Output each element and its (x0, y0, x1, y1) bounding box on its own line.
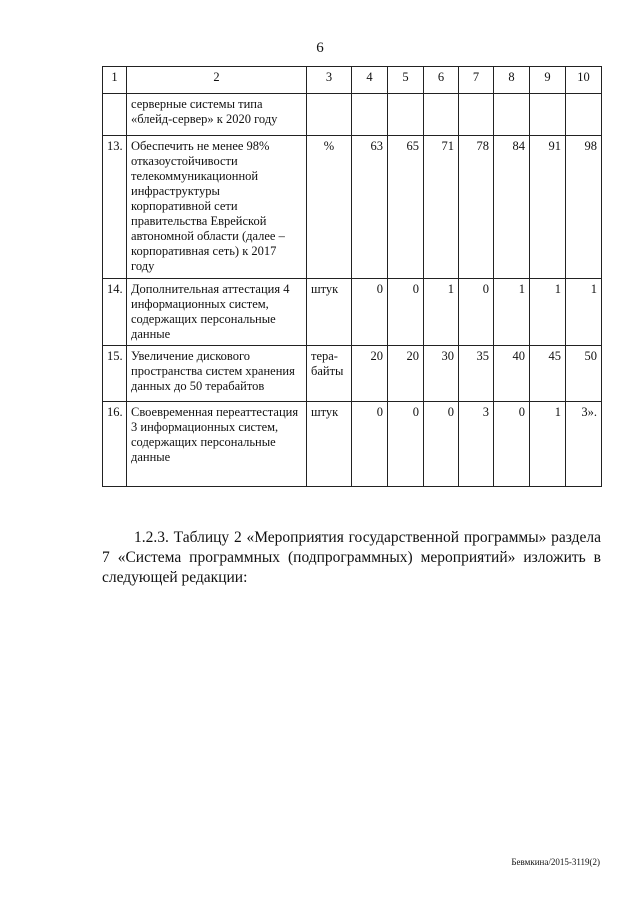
value-cell (424, 94, 459, 136)
value-cell: 0 (352, 279, 388, 346)
table-row (103, 279, 602, 346)
value-cell (459, 94, 494, 136)
header-cell: 4 (352, 67, 388, 94)
indicator-description: Своевременная переаттестация 3 информационных систем, содержащих персональные данные (127, 402, 307, 487)
value-cell: 71 (424, 136, 459, 279)
value-cell: 0 (388, 279, 424, 346)
value-cell (530, 94, 566, 136)
row-number: 14. (103, 279, 127, 346)
value-cell (494, 94, 530, 136)
value-cell: 1 (530, 279, 566, 346)
table-header-row (103, 67, 602, 94)
value-cell: 1 (566, 279, 602, 346)
indicator-description: Дополнительная аттестация 4 информационных систем, содержащих персональные данные (127, 279, 307, 346)
value-cell: 1 (494, 279, 530, 346)
unit-cell: % (307, 136, 352, 279)
header-cell: 9 (530, 67, 566, 94)
value-cell: 65 (388, 136, 424, 279)
header-cell: 2 (127, 67, 307, 94)
value-cell (566, 94, 602, 136)
header-cell: 7 (459, 67, 494, 94)
value-cell: 98 (566, 136, 602, 279)
header-cell: 1 (103, 67, 127, 94)
value-cell: 1 (530, 402, 566, 487)
value-cell: 20 (352, 346, 388, 402)
page-number: 6 (316, 40, 324, 56)
value-cell: 91 (530, 136, 566, 279)
value-cell: 35 (459, 346, 494, 402)
row-number: 13. (103, 136, 127, 279)
value-cell: 45 (530, 346, 566, 402)
indicators-table (102, 66, 602, 487)
body-paragraph: 1.2.3. Таблицу 2 «Мероприятия государственной программы» раздела 7 «Система программных (подпрограммных) мероприятий» изложить в следующей редакции: (102, 528, 601, 586)
value-cell: 1 (424, 279, 459, 346)
header-cell: 10 (566, 67, 602, 94)
unit-cell (307, 94, 352, 136)
value-cell: 63 (352, 136, 388, 279)
indicator-description: Обеспечить не менее 98% отказоустойчивости телекоммуникационной инфраструктуры корпоративной сети правительства Еврейской автономной области (далее – корпоративная сеть) к 2017 году (127, 136, 307, 279)
header-cell: 8 (494, 67, 530, 94)
value-cell: 0 (352, 402, 388, 487)
header-cell: 5 (388, 67, 424, 94)
indicator-description: серверные системы типа «блейд-сервер» к 2020 году (127, 94, 307, 136)
unit-cell: штук (307, 402, 352, 487)
header-cell: 6 (424, 67, 459, 94)
row-number: 16. (103, 402, 127, 487)
value-cell (352, 94, 388, 136)
value-cell: 84 (494, 136, 530, 279)
row-number: 15. (103, 346, 127, 402)
value-cell: 0 (424, 402, 459, 487)
header-cell: 3 (307, 67, 352, 94)
footer-code: Бевмкина/2015-3119(2) (511, 857, 600, 867)
table-row (103, 402, 602, 487)
indicator-description: Увеличение дискового пространства систем хранения данных до 50 терабайтов (127, 346, 307, 402)
unit-cell: тера-байты (307, 346, 352, 402)
value-cell: 3». (566, 402, 602, 487)
row-number (103, 94, 127, 136)
table-row (103, 94, 602, 136)
value-cell: 30 (424, 346, 459, 402)
value-cell: 3 (459, 402, 494, 487)
table-row (103, 136, 602, 279)
value-cell (388, 94, 424, 136)
value-cell: 0 (494, 402, 530, 487)
value-cell: 50 (566, 346, 602, 402)
table-row (103, 346, 602, 402)
value-cell: 0 (388, 402, 424, 487)
value-cell: 0 (459, 279, 494, 346)
value-cell: 40 (494, 346, 530, 402)
value-cell: 20 (388, 346, 424, 402)
value-cell: 78 (459, 136, 494, 279)
unit-cell: штук (307, 279, 352, 346)
